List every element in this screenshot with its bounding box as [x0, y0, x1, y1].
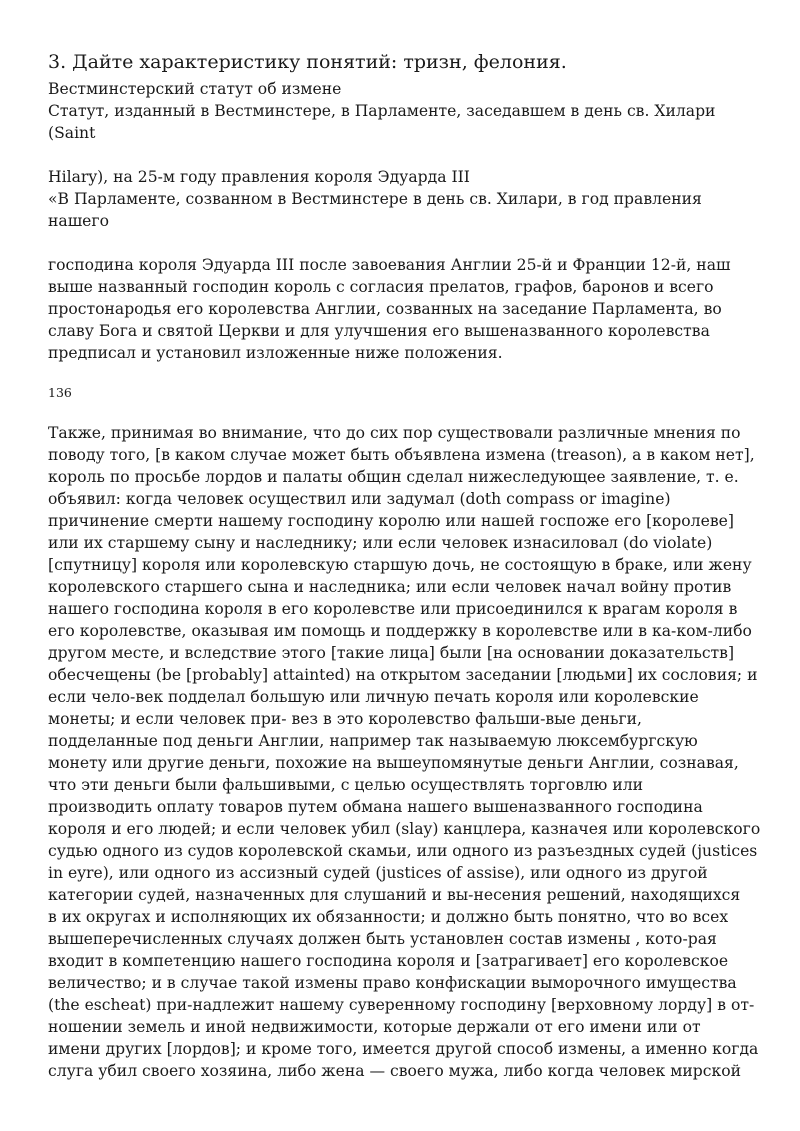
- intro-block: [48, 78, 760, 144]
- text-line: Статут, изданный в Вестминстере, в Парламенте, заседавшем в день св. Хилари: [48, 102, 716, 120]
- task-heading: 3. Дайте характеристику понятий: тризн, фелония.: [48, 51, 567, 73]
- text-line: в их округах и исполняющих их обязанности; и должно быть понятно, что во всех: [48, 908, 729, 926]
- text-line: имени других [лордов]; и кроме того, имеется другой способ измены, а именно когда: [48, 1040, 759, 1058]
- text-line: другом месте, и вследствие этого [такие лица] были [на основании доказательств]: [48, 644, 735, 662]
- text-line: слуга убил своего хозяина, либо жена — своего мужа, либо когда человек мирской: [48, 1062, 742, 1080]
- text-line: король по просьбе лордов и палаты общин сделал нижеследующее заявление, т. е.: [48, 468, 739, 486]
- text-line: Также, принимая во внимание, что до сих пор существовали различные мнения по: [48, 424, 741, 442]
- text-line: производить оплату товаров путем обмана нашего вышеназванного господина: [48, 798, 703, 816]
- text-line: нашего: [48, 212, 109, 230]
- text-line: монеты; и если человек при- вез в это королевство фальши-вые деньги,: [48, 710, 642, 728]
- text-line: in eyre), или одного из ассизный судей (justices of assise), или одного из другой: [48, 864, 708, 882]
- text-line: [спутницу] короля или королевскую старшую дочь, не состоящую в браке, или жену: [48, 556, 752, 574]
- text-line: ношении земель и иной недвижимости, которые держали от его имени или от: [48, 1018, 701, 1036]
- text-line: монету или другие деньги, похожие на вышеупомянутые деньги Англии, сознавая,: [48, 754, 739, 772]
- text-line: категории судей, назначенных для слушаний и вы-несения решений, находящихся: [48, 886, 741, 904]
- statute-date-block: [48, 166, 760, 232]
- text-line: выше названный господин король с согласия прелатов, графов, баронов и всего: [48, 278, 714, 296]
- text-line: входит в компетенцию нашего господина короля и [затрагивает] его королевское: [48, 952, 729, 970]
- text-line: (the escheat) при-надлежит нашему суверенному господину [верховному лорду] в от-: [48, 996, 755, 1014]
- text-line: подделанные под деньги Англии, например так называемую люксембургскую: [48, 732, 698, 750]
- text-line: величество; и в случае такой измены право конфискации выморочного имущества: [48, 974, 737, 992]
- preamble-paragraph: [48, 254, 760, 364]
- text-line: его королевстве, оказывая им помощь и поддержку в королевстве или в ка-ком-либо: [48, 622, 752, 640]
- page-number: 136: [48, 385, 72, 400]
- text-line: Hilary), на 25-м году правления короля Эдуарда III: [48, 168, 470, 186]
- text-line: «В Парламенте, созванном в Вестминстере в день св. Хилари, в год правления: [48, 190, 702, 208]
- document-page: [48, 50, 760, 1082]
- text-line: королевского старшего сына и наследника; или если человек начал войну против: [48, 578, 732, 596]
- text-line: обесчещены (be [probably] attainted) на открытом заседании [людьми] их сословия; и: [48, 666, 758, 684]
- text-line: (Saint: [48, 124, 96, 142]
- text-line: славу Бога и святой Церкви и для улучшения его вышеназванного королевства: [48, 322, 710, 340]
- text-line: объявил: когда человек осуществил или задумал (doth compass or imagine): [48, 490, 671, 508]
- text-line: Вестминстерский статут об измене: [48, 80, 342, 98]
- text-line: предписал и установил изложенные ниже положения.: [48, 344, 503, 362]
- text-line: что эти деньги были фальшивыми, с целью осуществлять торговлю или: [48, 776, 644, 794]
- text-line: поводу того, [в каком случае может быть объявлена измена (treason), а в каком нет],: [48, 446, 755, 464]
- text-line: или их старшему сыну и наследнику; или если человек изнасиловал (do violate): [48, 534, 713, 552]
- treason-paragraph: [48, 422, 760, 1082]
- text-line: простонародья его королевства Англии, созванных на заседание Парламента, во: [48, 300, 722, 318]
- text-line: причинение смерти нашему господину королю или нашей госпоже его [королеве]: [48, 512, 734, 530]
- text-line: вышеперечисленных случаях должен быть установлен состав измены , кото-рая: [48, 930, 717, 948]
- text-line: господина короля Эдуарда III после завоевания Англии 25-й и Франции 12-й, наш: [48, 256, 731, 274]
- text-line: если чело-век подделал большую или личную печать короля или королевские: [48, 688, 699, 706]
- text-line: судью одного из судов королевской скамьи, или одного из разъездных судей (justices: [48, 842, 758, 860]
- text-line: нашего господина короля в его королевстве или присоединился к врагам короля в: [48, 600, 738, 618]
- text-line: короля и его людей; и если человек убил (slay) канцлера, казначея или королевского: [48, 820, 761, 838]
